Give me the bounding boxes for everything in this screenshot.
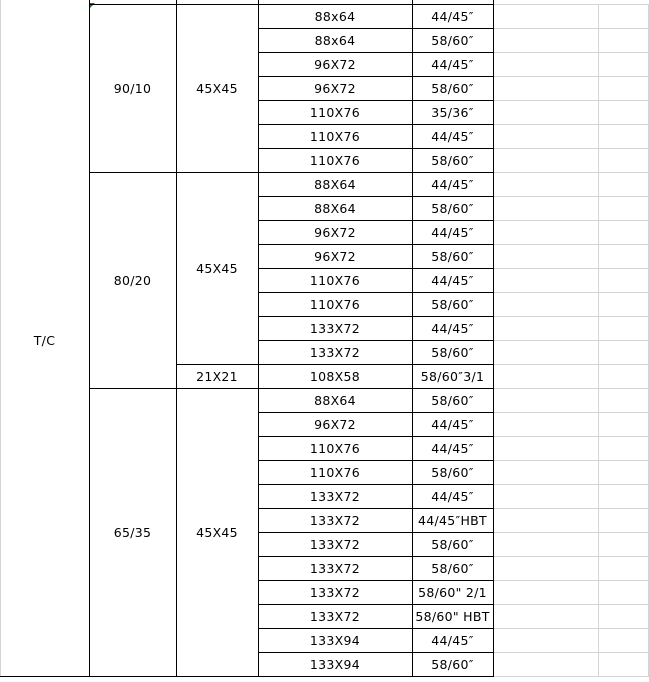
grid-line bbox=[493, 460, 649, 461]
grid-line bbox=[258, 412, 494, 413]
width-cell[interactable]: 58/60″ bbox=[431, 200, 474, 216]
construction-cell[interactable]: 110X76 bbox=[309, 440, 361, 456]
width-cell[interactable]: 58/60" 2/1 bbox=[418, 584, 487, 600]
grid-line bbox=[258, 244, 494, 245]
grid-line bbox=[258, 196, 494, 197]
grid-line bbox=[258, 220, 494, 221]
width-cell[interactable]: 44/45″ bbox=[431, 56, 474, 72]
yarn-count-cell[interactable]: 45X45 bbox=[196, 524, 238, 540]
width-cell[interactable]: 44/45″ bbox=[431, 224, 474, 240]
width-cell[interactable]: 44/45″ bbox=[431, 8, 474, 24]
construction-cell[interactable]: 96X72 bbox=[314, 56, 356, 72]
construction-cell[interactable]: 133X72 bbox=[309, 344, 361, 360]
construction-cell[interactable]: 88X64 bbox=[314, 392, 356, 408]
grid-line bbox=[493, 508, 649, 509]
construction-cell[interactable]: 96X72 bbox=[314, 224, 356, 240]
grid-line bbox=[598, 4, 599, 677]
construction-cell[interactable]: 110X76 bbox=[309, 296, 361, 312]
grid-line bbox=[493, 652, 649, 653]
grid-line bbox=[258, 148, 494, 149]
width-cell[interactable]: 58/60″3/1 bbox=[420, 368, 485, 384]
grid-line bbox=[176, 0, 177, 677]
grid-line bbox=[258, 52, 494, 53]
grid-line bbox=[493, 76, 649, 77]
construction-cell[interactable]: 110X76 bbox=[309, 128, 361, 144]
width-cell[interactable]: 44/45″ bbox=[431, 416, 474, 432]
width-cell[interactable]: 58/60″ bbox=[431, 656, 474, 672]
grid-line bbox=[258, 484, 494, 485]
grid-line bbox=[258, 460, 494, 461]
grid-line bbox=[258, 604, 494, 605]
width-cell[interactable]: 58/60″ bbox=[431, 344, 474, 360]
grid-line bbox=[493, 244, 649, 245]
construction-cell[interactable]: 133X72 bbox=[309, 512, 361, 528]
width-cell[interactable]: 58/60" HBT bbox=[415, 608, 490, 624]
grid-line bbox=[258, 268, 494, 269]
grid-line bbox=[493, 484, 649, 485]
grid-line bbox=[258, 652, 494, 653]
construction-cell[interactable]: 133X72 bbox=[309, 560, 361, 576]
grid-line bbox=[493, 436, 649, 437]
width-cell[interactable]: 58/60″ bbox=[431, 32, 474, 48]
construction-cell[interactable]: 108X58 bbox=[309, 368, 361, 384]
grid-line bbox=[493, 196, 649, 197]
width-cell[interactable]: 44/45″ bbox=[431, 632, 474, 648]
construction-cell[interactable]: 133X72 bbox=[309, 608, 361, 624]
construction-cell[interactable]: 110X76 bbox=[309, 272, 361, 288]
grid-line bbox=[493, 580, 649, 581]
grid-line bbox=[0, 676, 494, 677]
yarn-count-cell[interactable]: 45X45 bbox=[196, 80, 238, 96]
width-cell[interactable]: 44/45″ bbox=[431, 488, 474, 504]
construction-cell[interactable]: 133X72 bbox=[309, 536, 361, 552]
blend-cell[interactable]: 80/20 bbox=[113, 272, 152, 288]
grid-line bbox=[493, 292, 649, 293]
grid-line bbox=[493, 28, 649, 29]
grid-line bbox=[493, 220, 649, 221]
construction-cell[interactable]: 88X64 bbox=[314, 200, 356, 216]
grid-line bbox=[493, 340, 649, 341]
grid-line bbox=[89, 0, 90, 677]
grid-line bbox=[493, 0, 494, 677]
grid-line bbox=[493, 268, 649, 269]
width-cell[interactable]: 58/60″ bbox=[431, 536, 474, 552]
grid-line bbox=[493, 364, 649, 365]
width-cell[interactable]: 35/36″ bbox=[431, 104, 474, 120]
grid-line bbox=[258, 316, 494, 317]
width-cell[interactable]: 44/45″ bbox=[431, 128, 474, 144]
construction-cell[interactable]: 133X72 bbox=[309, 488, 361, 504]
grid-line bbox=[493, 4, 649, 5]
grid-line bbox=[493, 172, 649, 173]
grid-line bbox=[258, 124, 494, 125]
grid-line bbox=[258, 0, 259, 677]
yarn-count-cell[interactable]: 21X21 bbox=[196, 368, 238, 384]
construction-cell[interactable]: 88x64 bbox=[314, 32, 356, 48]
construction-cell[interactable]: 88x64 bbox=[314, 8, 356, 24]
grid-line bbox=[493, 388, 649, 389]
construction-cell[interactable]: 110X76 bbox=[309, 152, 361, 168]
grid-line bbox=[493, 556, 649, 557]
construction-cell[interactable]: 133X72 bbox=[309, 320, 361, 336]
grid-line bbox=[258, 580, 494, 581]
grid-line bbox=[493, 100, 649, 101]
grid-line bbox=[258, 364, 494, 365]
grid-line bbox=[258, 340, 494, 341]
width-cell[interactable]: 58/60″ bbox=[431, 152, 474, 168]
grid-line bbox=[493, 532, 649, 533]
grid-line bbox=[493, 412, 649, 413]
grid-line bbox=[493, 316, 649, 317]
width-cell[interactable]: 58/60″ bbox=[431, 248, 474, 264]
grid-line bbox=[493, 604, 649, 605]
construction-cell[interactable]: 133X94 bbox=[309, 656, 361, 672]
width-cell[interactable]: 44/45″ bbox=[431, 272, 474, 288]
construction-cell[interactable]: 96X72 bbox=[314, 416, 356, 432]
construction-cell[interactable]: 88X64 bbox=[314, 176, 356, 192]
grid-line bbox=[258, 100, 494, 101]
grid-line bbox=[258, 4, 494, 5]
grid-line bbox=[493, 124, 649, 125]
grid-line bbox=[258, 532, 494, 533]
blend-cell[interactable]: 90/10 bbox=[113, 80, 152, 96]
width-cell[interactable]: 44/45″ bbox=[431, 440, 474, 456]
yarn-count-cell[interactable]: 45X45 bbox=[196, 260, 238, 276]
width-cell[interactable]: 44/45″HBT bbox=[417, 512, 487, 528]
grid-line bbox=[493, 148, 649, 149]
width-cell[interactable]: 58/60″ bbox=[431, 80, 474, 96]
grid-line bbox=[258, 292, 494, 293]
grid-line bbox=[493, 628, 649, 629]
blend-cell[interactable]: 65/35 bbox=[113, 524, 152, 540]
fiber-cell[interactable]: T/C bbox=[33, 332, 56, 348]
grid-line bbox=[258, 388, 494, 389]
width-cell[interactable]: 58/60″ bbox=[431, 464, 474, 480]
construction-cell[interactable]: 110X76 bbox=[309, 104, 361, 120]
construction-cell[interactable]: 96X72 bbox=[314, 248, 356, 264]
width-cell[interactable]: 44/45″ bbox=[431, 176, 474, 192]
width-cell[interactable]: 58/60″ bbox=[431, 296, 474, 312]
grid-line bbox=[412, 0, 413, 677]
grid-line bbox=[258, 556, 494, 557]
grid-line bbox=[493, 676, 649, 677]
width-cell[interactable]: 44/45″ bbox=[431, 320, 474, 336]
construction-cell[interactable]: 110X76 bbox=[309, 464, 361, 480]
construction-cell[interactable]: 133X72 bbox=[309, 584, 361, 600]
construction-cell[interactable]: 133X94 bbox=[309, 632, 361, 648]
grid-line bbox=[258, 28, 494, 29]
width-cell[interactable]: 58/60″ bbox=[431, 392, 474, 408]
grid-line bbox=[258, 508, 494, 509]
grid-line bbox=[258, 436, 494, 437]
grid-line bbox=[258, 628, 494, 629]
grid-line bbox=[258, 172, 494, 173]
grid-line bbox=[258, 76, 494, 77]
construction-cell[interactable]: 96X72 bbox=[314, 80, 356, 96]
grid-line bbox=[493, 52, 649, 53]
width-cell[interactable]: 58/60″ bbox=[431, 560, 474, 576]
